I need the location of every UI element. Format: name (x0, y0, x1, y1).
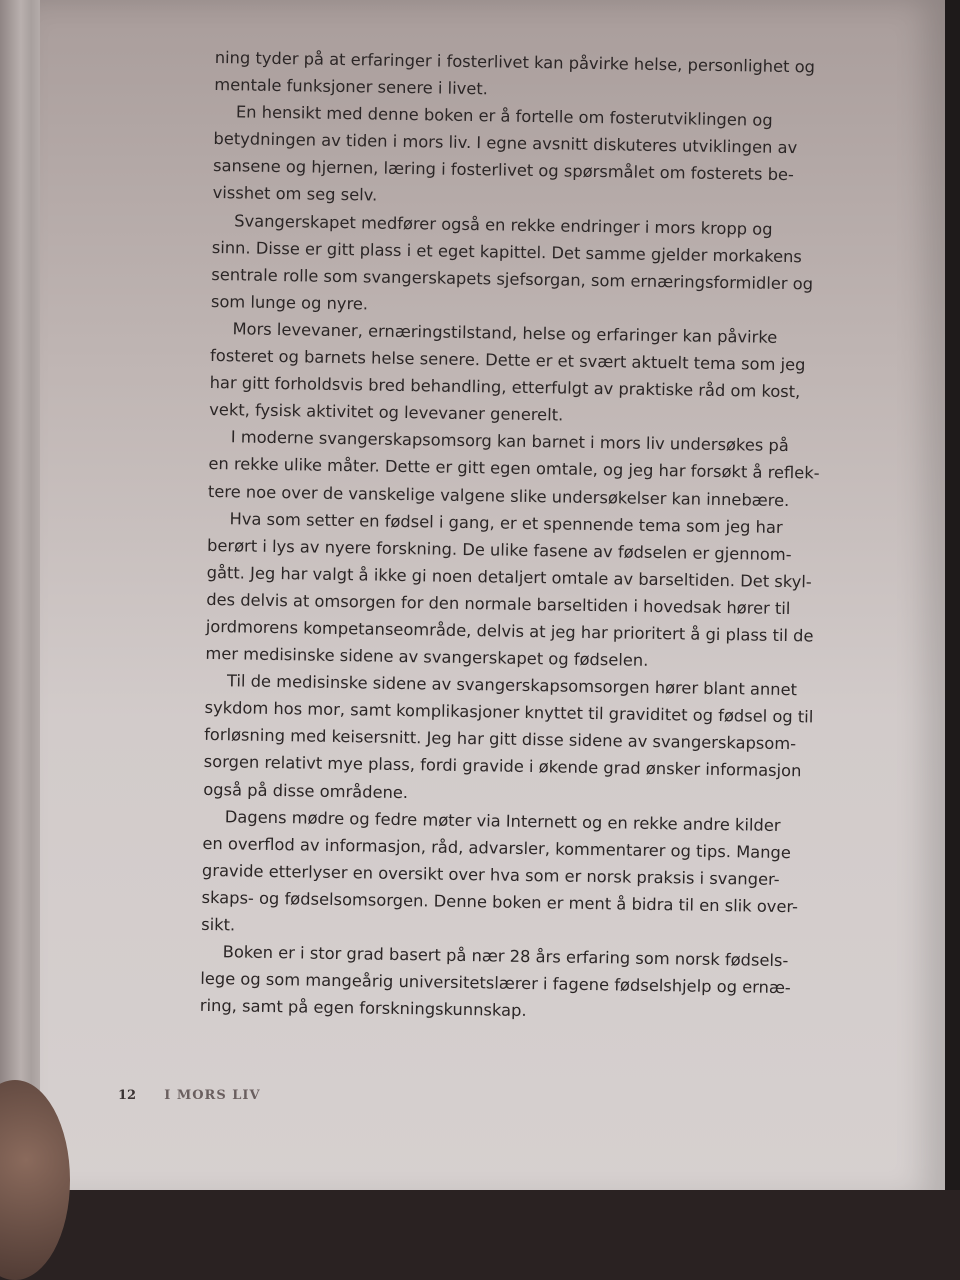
text-line: gravide etterlyser en oversikt over hva som er norsk praksis i svanger- (201, 860, 780, 889)
text-line: en rekke ulike måter. Dette er gitt egen omtale, og jeg har forsøkt å reflek- (208, 454, 820, 483)
page-number: 12 (118, 1088, 137, 1103)
text-line: lege og som mangeårig universitetslærer i fagene fødselshjelp og ernæ- (200, 969, 791, 998)
running-title: I MORS LIV (164, 1088, 261, 1103)
text-line: gått. Jeg har valgt å ikke gi noen detaljert omtale av barseltiden. Det skyl- (206, 562, 812, 592)
text-line: ning tyder på at erfaringer i fosterlivet kan påvirke helse, personlighet og (214, 47, 816, 77)
paragraph (203, 667, 815, 812)
text-line: Boken er i stor grad basert på nær 28 års erfaring som norsk fødsels- (222, 942, 789, 971)
text-line: berørt i lys av nyere forskning. De ulike fasene av fødselen er gjennom- (206, 535, 792, 564)
text-line: sikt. (201, 914, 236, 935)
text-line: betydningen av tiden i mors liv. I egne avsnitt diskuteres utviklingen av (213, 129, 798, 158)
body-text (200, 44, 825, 1029)
text-line: Til de medisinske sidene av svangerskapsomsorgen hører blant annet (226, 671, 798, 700)
text-line: sykdom hos mor, samt komplikasjoner knyttet til graviditet og fødsel og til (204, 698, 814, 727)
text-line: skaps- og fødselsomsorgen. Denne boken er ment å bidra til en slik over- (201, 887, 799, 917)
paragraph (208, 423, 819, 514)
page-footer (118, 1088, 261, 1103)
paragraph (214, 44, 825, 108)
text-line: mer medisinske sidene av svangerskapet og fødselen. (205, 643, 649, 670)
text-line: visshet om seg selv. (212, 183, 378, 206)
text-line: vekt, fysisk aktivitet og levevaner generelt. (209, 400, 564, 425)
text-line: tere noe over de vanskelige valgene slike undersøkelser kan innebære. (207, 481, 790, 510)
paragraph (211, 207, 823, 325)
text-line: des delvis at omsorgen for den normale barseltiden i hovedsak hører til (206, 589, 791, 618)
paragraph (212, 98, 824, 216)
text-line: ring, samt på egen forskningskunnskap. (199, 996, 527, 1021)
text-line: sentrale rolle som svangerskapets sjefsorgan, som ernæringsformidler og (211, 264, 814, 294)
background (0, 1190, 960, 1280)
text-line: Svangerskapet medfører også en rekke endringer i mors kropp og (234, 210, 773, 239)
text-line: Hva som setter en fødsel i gang, er et spennende tema som jeg har (229, 508, 783, 537)
text-line: forløsning med keisersnitt. Jeg har gitt disse sidene av svangerskapsom- (203, 725, 797, 754)
text-line: har gitt forholdsvis bred behandling, etterfulgt av praktiske råd om kost, (209, 373, 801, 402)
text-line: også på disse områdene. (203, 779, 409, 802)
text-line: mentale funksjoner senere i livet. (214, 75, 489, 99)
text-line: sinn. Disse er gitt plass i et eget kapittel. Det samme gjelder morkakens (211, 237, 803, 266)
paragraph (205, 505, 817, 677)
text-line: sorgen relativt mye plass, fordi gravide i økende grad ønsker informasjon (203, 752, 802, 781)
text-line: som lunge og nyre. (210, 291, 369, 314)
text-line: En hensikt med denne boken er å fortelle om fosterutviklingen og (235, 102, 773, 130)
paragraph (209, 315, 821, 433)
text-line: I moderne svangerskapsomsorg kan barnet i mors liv undersøkes på (230, 427, 789, 456)
text-line: en overflod av informasjon, råd, advarsler, kommentarer og tips. Mange (202, 833, 792, 862)
text-line: sansene og hjernen, læring i fosterlivet og spørsmålet om fosterets be- (212, 156, 795, 185)
text-line: fosteret og barnets helse senere. Dette er et svært aktuelt tema som jeg (209, 345, 806, 375)
paragraph (201, 803, 813, 948)
text-line: Mors levevaner, ernæringstilstand, helse og erfaringer kan påvirke (232, 319, 778, 347)
text-line: jordmorens kompetanseområde, delvis at jeg har prioritert å gi plass til de (205, 616, 814, 646)
paragraph (200, 938, 811, 1029)
text-line: Dagens mødre og fedre møter via Internett og en rekke andre kilder (224, 806, 781, 835)
